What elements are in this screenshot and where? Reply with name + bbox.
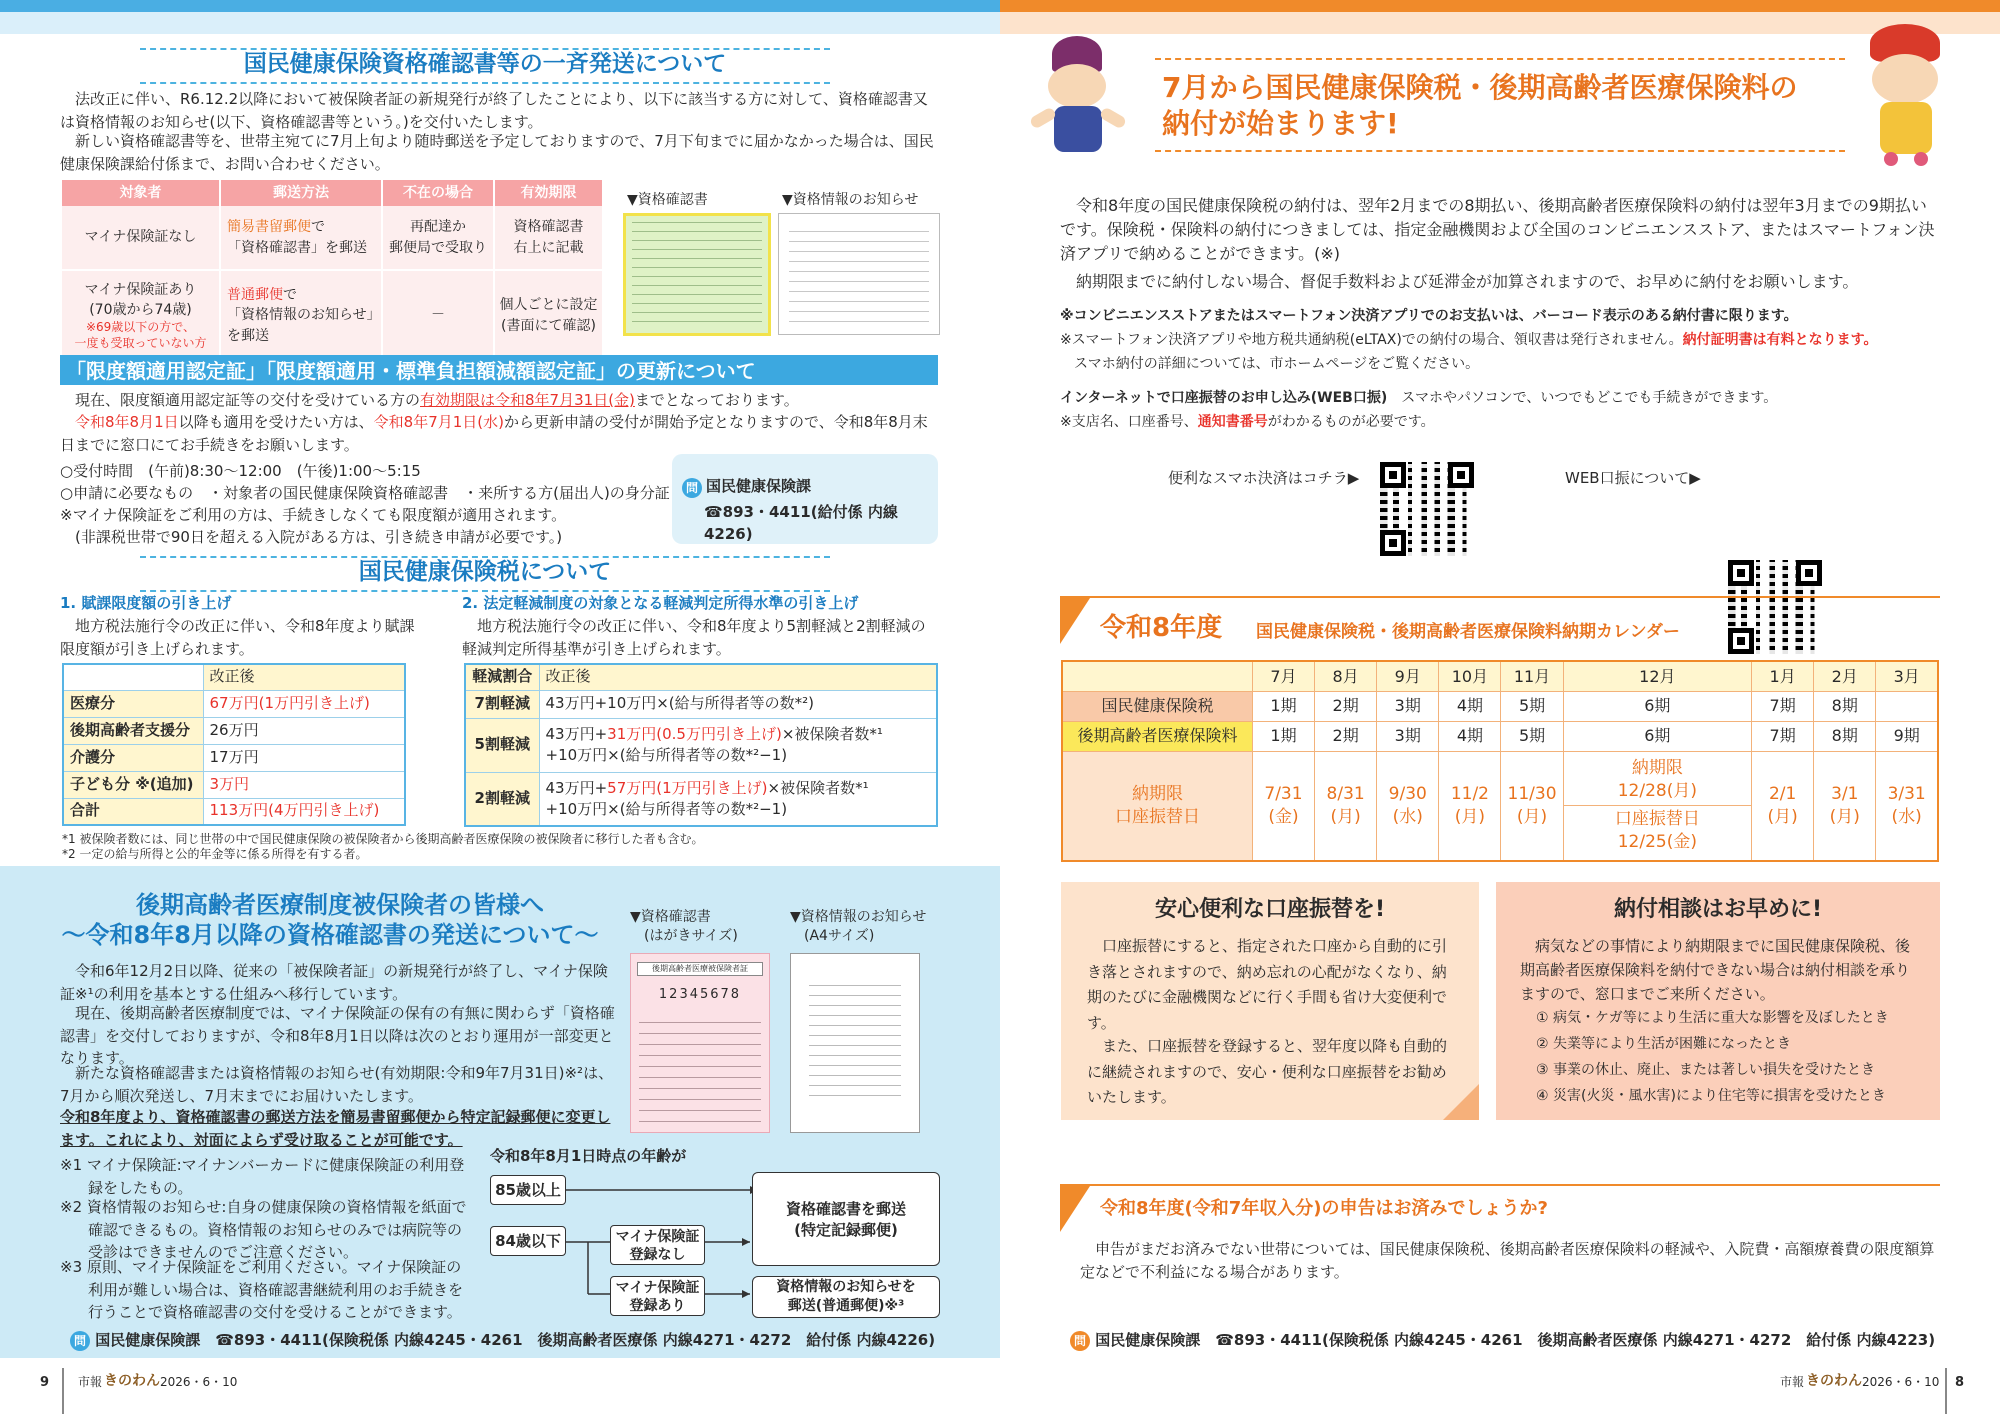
right-n3: スマホ納付の詳細については、市ホームページをご覧ください。	[1060, 356, 1480, 372]
cal-m9: 9月	[1377, 661, 1439, 691]
cal-row2-label: 後期高齢者医療保険料	[1062, 721, 1252, 751]
qr2-label: WEB口振について▶	[1565, 469, 1701, 487]
box-soudan-p1: 病気などの事情により納期限までに国民健康保険税、後期高齢者医療保険料を納付できない場合は納付相談を承りますので、窓口までご来所ください。	[1520, 937, 1911, 1003]
sec3-p2: 地方税法施行令の改正に伴い、令和8年度より5割軽減と2割軽減の軽減判定所得基準が引き上げられます。	[462, 617, 926, 658]
cal-r1-c8	[1876, 691, 1938, 721]
sec2-p2a: 令和8年8月1日	[60, 413, 179, 431]
cal-r3-c2: 9/30 (水)	[1377, 751, 1439, 861]
right-n2a: ※スマートフォン決済アプリや地方税共通納税(eLTAX)での納付の場合、領収書は発行されません。	[1060, 332, 1683, 348]
right-n1: ※コンビニエンスストアまたはスマートフォン決済アプリでのお支払いは、バーコード表示のある納付書に限ります。	[1060, 308, 1798, 324]
sec1-title: 国民健康保険資格確認書等の一斉発送について	[243, 51, 727, 77]
cal-r1-c0: 1期	[1252, 691, 1314, 721]
box-soudan	[1496, 882, 1940, 1120]
left-top-band	[0, 12, 1000, 34]
img2-label: ▼資格情報のお知らせ	[782, 192, 919, 208]
cal-r2-c8: 9期	[1876, 721, 1938, 751]
cal-r1-c7: 8期	[1814, 691, 1876, 721]
red-v3d: +10万円×(給与所得者等の数*²−1)	[545, 799, 788, 818]
cal-m1: 1月	[1752, 661, 1814, 691]
contact-icon: 問	[682, 478, 702, 498]
cal-r2-c5: 6期	[1563, 721, 1751, 751]
r2-target-b: (70歳から74歳)	[89, 301, 192, 318]
sec2-p1b: 有効期限は令和8年7月31日(金)	[420, 391, 635, 409]
sec4-note3: ※3 原則、マイナ保険証をご利用ください。マイナ保険証の利用が難しい場合は、資格確認書継続利用のお手続きを行うことで資格確認書の交付を受けることができます。	[60, 1258, 464, 1321]
r2-target-c: ※69歳以下の方で、 一度も受取っていない方	[74, 320, 207, 350]
th-expiry: 有効期限	[520, 184, 577, 201]
cal-m8: 8月	[1315, 661, 1377, 691]
red-v2d: +10万円×(給与所得者等の数*²−1)	[545, 746, 788, 764]
qr-code-web-furikae[interactable]	[1726, 558, 1824, 656]
right-pub: 市報	[1780, 1375, 1805, 1389]
sec2-p2c: 令和8年7月1日(水)	[373, 413, 504, 431]
cal-r1-c1: 2期	[1315, 691, 1377, 721]
right-footer	[1000, 1358, 2000, 1414]
limit-v1: 26万円	[203, 717, 405, 744]
limit-k3: 子ども分 ※(追加)	[63, 771, 203, 798]
cal-dec-a: 納期限 12/28(月)	[1564, 755, 1751, 806]
right-web2c: がわかるものが必要です。	[1267, 414, 1435, 430]
left-pub: 市報	[78, 1375, 103, 1389]
limit-k1: 後期高齢者支援分	[63, 717, 203, 744]
cal-r3-c7: 3/1 (月)	[1814, 751, 1876, 861]
sec3-h2: 2. 法定軽減制度の対象となる軽減判定所得水準の引き上げ	[462, 594, 859, 612]
box-soudan-title: 納付相談はお早めに!	[1613, 897, 1823, 922]
right-web2a: ※支店名、口座番号、	[1060, 414, 1198, 430]
r1-method-b: で	[311, 219, 325, 236]
flow-r1: 資格確認書を郵送 (特定記録郵便)	[752, 1172, 940, 1266]
cal-r2-c4: 5期	[1501, 721, 1563, 751]
sec2-l3: ※マイナ保険証をご利用の方は、手続きしなくても限度額が適用されます。	[60, 506, 567, 524]
red-v1: 43万円+10万円×(給与所得者等の数*²)	[539, 690, 937, 718]
right-title: 7月から国民健康保険税・後期高齢者医療保険料の 納付が始まります!	[1162, 71, 1798, 141]
cal-m10: 10月	[1439, 661, 1501, 691]
sec3-p1: 地方税法施行令の改正に伴い、令和8年度より賦課限度額が引き上げられます。	[60, 617, 415, 658]
cal-year: 令和8年度	[1100, 613, 1223, 643]
mascot-right	[1850, 24, 1960, 169]
cal-r3-c3: 11/2 (月)	[1439, 751, 1501, 861]
cal-r1-c5: 6期	[1563, 691, 1751, 721]
r2-expiry: 個人ごとに設定 (書面にて確認)	[499, 297, 598, 334]
limit-v4: 113万円(4万円引き上げ)	[203, 798, 405, 825]
left-date: 2026・6・10	[160, 1375, 238, 1389]
flow-r2: 資格情報のお知らせを 郵送(普通郵便)※³	[752, 1276, 940, 1318]
box-soudan-i4: ④ 災害(火災・風水害)により住宅等に損害を受けたとき	[1536, 1088, 1886, 1104]
r2-method-c: 「資格情報のお知らせ」 を郵送	[227, 307, 381, 344]
r1-target: マイナ保険証なし	[62, 206, 220, 270]
right-p1: 令和8年度の国民健康保険税の納付は、翌年2月までの8期払い、後期高齢者医療保険料の納付は翌年3月までの9期払いです。保険税・保険料の納付につきましては、指定金融機関および全国のコンビニエンスストア、またはスマートフォン決済アプリで納めることができます。(※)	[1060, 196, 1935, 263]
r2-method-a: 普通郵便	[227, 287, 283, 304]
sec4-note2: ※2 資格情報のお知らせ:自身の健康保険の資格情報を紙面で確認できるもの。資格情報のお知らせのみでは病院等の受診はできませんのでご注意ください。	[60, 1198, 467, 1261]
sec3-title: 国民健康保険税について	[358, 559, 612, 585]
sec4-contact-icon: 問	[70, 1331, 90, 1351]
cal-r2-c3: 4期	[1439, 721, 1501, 751]
r2-target-a: マイナ保険証あり	[84, 281, 197, 298]
sec1-p2: 新しい資格確認書等を、世帯主宛てに7月上旬より随時郵送を予定しておりますので、7月下旬までに届かなかった場合は、国民健康保険課給付係まで、お問い合わせください。	[60, 132, 934, 173]
th-target: 対象者	[62, 180, 220, 206]
red-k2: 5割軽減	[465, 718, 539, 772]
limit-v2: 17万円	[203, 744, 405, 771]
right-date: 2026・6・10	[1862, 1375, 1940, 1389]
cal-m3: 3月	[1876, 661, 1938, 691]
th-absent: 不在の場合	[382, 180, 494, 206]
shikaku-notice-image	[778, 213, 940, 335]
limit-k2: 介護分	[63, 744, 203, 771]
cal-m11: 11月	[1501, 661, 1563, 691]
sec2-contact-tel: ☎893・4411(給付係 内線4226)	[704, 503, 898, 543]
sec5-title: 令和8年度(令和7年収入分)の申告はお済みでしょうか?	[1100, 1198, 1548, 1219]
red-v3b: 57万円(1万円引き上げ)	[607, 778, 768, 797]
right-web2b: 通知書番号	[1197, 414, 1268, 430]
cal-r3-c1: 8/31 (月)	[1315, 751, 1377, 861]
box-soudan-i3: ③ 事業の休止、廃止、または著しい損失を受けたとき	[1536, 1062, 1875, 1078]
sec3-n2: *2 一定の給与所得と公的年金等に係る所得を有する者。	[62, 847, 368, 861]
red-head1: 軽減割合	[465, 664, 539, 690]
shikaku-card-image	[623, 213, 771, 336]
box-kouza-p2: また、口座振替を登録すると、翌年度以降も自動的に継続されますので、安心・便利な口座振替をお勧めいたします。	[1087, 1037, 1448, 1106]
box-kouza-p1: 口座振替にすると、指定された口座から自動的に引き落とされますので、納め忘れの心配がなくなり、納期のたびに金融機関などに行く手間も省け大変便利です。	[1087, 937, 1448, 1032]
sec2-p1a: 現在、限度額適用認定証等の交付を受けている方の	[60, 391, 421, 409]
th-method: 郵送方法	[220, 180, 382, 206]
sec2-p1c: までとなっております。	[634, 391, 799, 409]
sec1-table	[62, 180, 602, 360]
cal-dec-b: 口座振替日 12/25(金)	[1614, 809, 1700, 853]
right-n2b: 納付証明書は有料となります。	[1682, 332, 1878, 348]
cal-r1-c4: 5期	[1501, 691, 1563, 721]
sec4-p3b: 令和8年度より、資格確認書の郵送方法を簡易書留郵便から特定記録郵便に変更します。これにより、対面によらず受け取ることが可能です。	[60, 1108, 611, 1149]
right-web1a: インターネットで口座振替のお申し込み(WEB口振)	[1060, 390, 1388, 406]
right-contact-icon: 問	[1070, 1331, 1090, 1351]
cal-title: 国民健康保険税・後期高齢者医療保険料納期カレンダー	[1256, 622, 1680, 642]
limit-k4: 合計	[63, 798, 203, 825]
red-head2: 改正後	[539, 664, 937, 690]
r1-absent: 再配達か 郵便局で受取り	[382, 206, 494, 270]
mascot-left	[1030, 36, 1126, 166]
r1-method-c: 「資格確認書」を郵送	[227, 239, 367, 256]
limit-v3: 3万円	[203, 771, 405, 798]
kouki-notice-image	[790, 953, 920, 1133]
sec4-img2-label: ▼資格情報のお知らせ (A4サイズ)	[790, 909, 927, 944]
cal-r1-c3: 4期	[1439, 691, 1501, 721]
cal-row1-label: 国民健康保険税	[1062, 691, 1252, 721]
r2-method-b: で	[283, 287, 297, 304]
sec1-p1: 法改正に伴い、R6.12.2以降において被保険者証の新規発行が終了したことにより、以下に該当する方に対して、資格確認書又は資格情報のお知らせ(以下、資格確認書等という。)を交付いたします。	[60, 90, 928, 131]
left-top-bar	[0, 0, 1000, 12]
flow-title: 令和8年8月1日時点の年齢が	[490, 1147, 687, 1165]
r1-expiry: 資格確認書 右上に記載	[513, 219, 584, 256]
sec4-note1: ※1 マイナ保険証:マイナンバーカードに健康保険証の利用登録をしたもの。	[60, 1156, 465, 1197]
cal-r2-c7: 8期	[1814, 721, 1876, 751]
sec4-title2: ～令和8年8月以降の資格確認書の発送について～	[61, 921, 599, 949]
sec4-p1: 令和6年12月2日以降、従来の「被保険者証」の新規発行が終了し、マイナ保険証※¹の利用を基本とする仕組みへ移行しています。	[60, 962, 608, 1003]
cal-corner-mark	[1060, 598, 1090, 644]
sec4-p2: 現在、後期高齢者医療制度では、マイナ保険証の保有の有無に関わらず「資格確認書」を交付しておりますが、令和8年8月1日以降は次のとおり運用が一部変更となります。	[60, 1004, 615, 1067]
sec5-corner-mark	[1060, 1186, 1090, 1232]
box-kouza-title: 安心便利な口座振替を!	[1154, 897, 1386, 922]
right-p2: 納期限までに納付しない場合、督促手数料および延滞金が加算されますので、お早めに納付をお願いします。	[1060, 272, 1859, 291]
cal-row3-label: 納期限 口座振替日	[1062, 751, 1252, 861]
sec4-title1: 後期高齢者医療制度被保険者の皆様へ	[136, 891, 544, 919]
flow-m2: マイナ保険証 登録あり	[610, 1276, 705, 1316]
right-page	[1000, 0, 2000, 1414]
flow-age2: 84歳以下	[490, 1226, 566, 1256]
sec2-l4: (非課税世帯で90日を超える入院がある方は、引き続き申請が必要です。)	[60, 528, 563, 546]
right-web1b: スマホやパソコンで、いつでもどこでも手続きができます。	[1387, 390, 1778, 406]
qr-code-smartphone[interactable]	[1378, 460, 1476, 558]
limit-head: 改正後	[203, 664, 405, 690]
cal-r2-c0: 1期	[1252, 721, 1314, 751]
right-logo: きのわん	[1806, 1373, 1862, 1389]
sec2-title: 「限度額適用認定証」「限度額適用・標準負担額減額認定証」の更新について	[66, 359, 756, 383]
left-logo: きのわん	[104, 1373, 160, 1389]
left-footer	[0, 1358, 1000, 1414]
kouki-card-num: 12345678	[658, 986, 742, 1002]
sec2-contact-dept: 国民健康保険課	[706, 477, 812, 495]
r2-absent: －	[382, 270, 494, 360]
flow-age1: 85歳以上	[490, 1175, 566, 1205]
cal-r2-c6: 7期	[1752, 721, 1814, 751]
cal-m2: 2月	[1814, 661, 1876, 691]
kouki-card-image	[630, 953, 770, 1133]
cal-r3-c6: 2/1 (月)	[1752, 751, 1814, 861]
cal-r1-c2: 3期	[1377, 691, 1439, 721]
right-page-number: 8	[1955, 1375, 1965, 1390]
right-top-bar	[1000, 0, 2000, 12]
cal-m7: 7月	[1252, 661, 1314, 691]
sec2-l2: ○申請に必要なもの ・対象者の国民健康保険資格確認書 ・来所する方(届出人)の身分証	[60, 484, 670, 502]
kouki-card-title: 後期高齢者医療被保険者証	[637, 962, 763, 976]
red-v3a: 43万円+	[545, 778, 608, 797]
cal-r3-c0: 7/31 (金)	[1252, 751, 1314, 861]
sec2-p2b: 以降も適用を受けたい方は、	[178, 413, 374, 431]
red-v3c: ×被保険者数*¹	[767, 778, 869, 797]
box-soudan-i1: ① 病気・ケガ等により生活に重大な影響を及ぼしたとき	[1536, 1010, 1889, 1026]
cal-m12: 12月	[1563, 661, 1751, 691]
sec5-p: 申告がまだお済みでない世帯については、国民健康保険税、後期高齢者医療保険料の軽減や、入院費・高額療養費の限度額算定などで不利益になる場合があります。	[1080, 1240, 1935, 1281]
r1-method-a: 簡易書留郵便	[227, 219, 311, 236]
cal-r2-c1: 2期	[1315, 721, 1377, 751]
cal-r3-c4: 11/30 (月)	[1501, 751, 1563, 861]
sec4-p3a: 新たな資格確認書または資格情報のお知らせ(有効期限:令和9年7月31日)※²は、7月から順次発送し、7月末までにお届けいたします。	[60, 1064, 614, 1105]
right-contact: 国民健康保険課 ☎893・4411(保険税係 内線4245・4261 後期高齢者医療係 内線4271・4272 給付係 内線4223)	[1095, 1331, 1936, 1349]
sec3-h1: 1. 賦課限度額の引き上げ	[60, 594, 232, 612]
sec4-img1-label: ▼資格確認書 (はがきサイズ)	[630, 909, 738, 944]
sec3-n1: *1 被保険者数には、同じ世帯の中で国民健康保険の被保険者から後期高齢者医療保険の被保険者に移行した者も含む。	[62, 832, 704, 846]
red-v2a: 43万円+	[545, 725, 608, 743]
red-k3: 2割軽減	[465, 772, 539, 826]
flow-m1: マイナ保険証 登録なし	[610, 1225, 705, 1265]
red-v2b: 31万円(0.5万円引き上げ)	[607, 725, 782, 743]
cal-r2-c2: 3期	[1377, 721, 1439, 751]
cal-r3-c8: 3/31 (水)	[1876, 751, 1938, 861]
sec2-p2d: から更新申請の受付が開始予定となりますので、令和8年8月末日までに窓口にてお手続きをお願いします。	[60, 413, 928, 454]
box-kouza	[1061, 882, 1479, 1120]
sec4-contact: 国民健康保険課 ☎893・4411(保険税係 内線4245・4261 後期高齢者医療係 内線4271・4272 給付係 内線4226)	[95, 1331, 936, 1349]
sec2-l1: ○受付時間 (午前)8:30～12:00 (午後)1:00～5:15	[60, 462, 421, 480]
limit-v0: 67万円(1万円引き上げ)	[203, 690, 405, 717]
limit-table	[62, 663, 406, 826]
cal-r1-c6: 7期	[1752, 691, 1814, 721]
box-soudan-i2: ② 失業等により生活が困難になったとき	[1536, 1036, 1791, 1052]
limit-k0: 医療分	[63, 690, 203, 717]
left-page-number: 9	[40, 1375, 50, 1390]
red-v2c: ×被保険者数*¹	[781, 725, 883, 743]
qr1-label: 便利なスマホ決済はコチラ▶	[1168, 469, 1360, 487]
reduction-table	[464, 663, 938, 827]
payment-calendar	[1061, 660, 1939, 862]
red-k1: 7割軽減	[465, 690, 539, 718]
sec2-contact-box	[672, 454, 938, 544]
img1-label: ▼資格確認書	[627, 192, 708, 208]
